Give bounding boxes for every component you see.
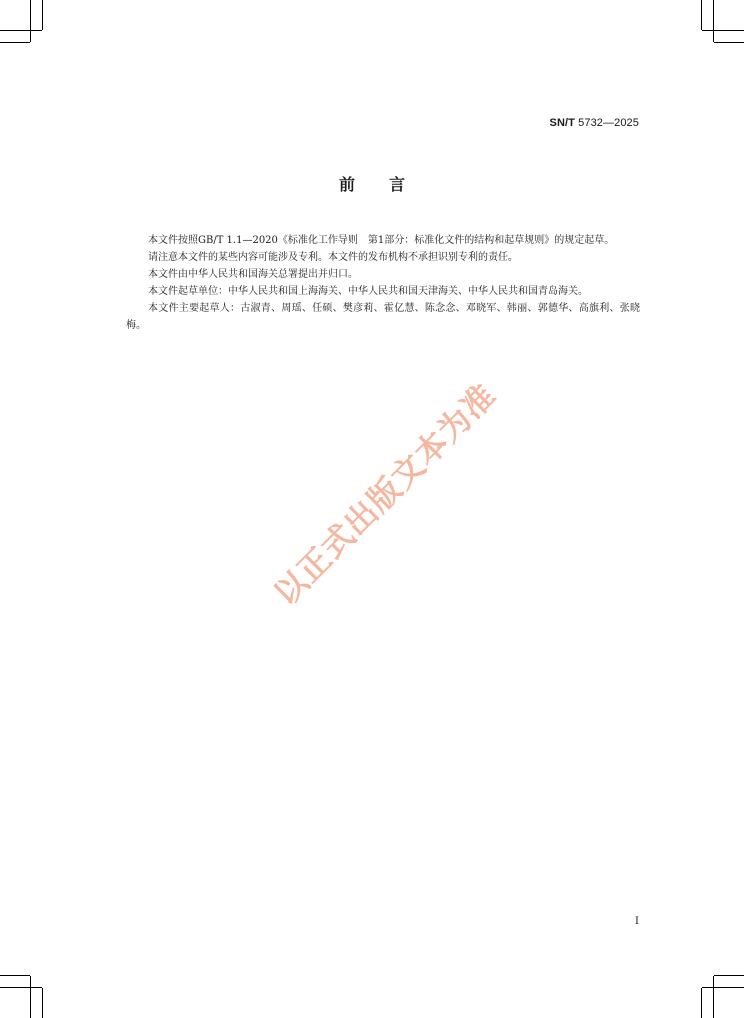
paragraph-patent-notice: 请注意本文件的某些内容可能涉及专利。本文件的发布机构不承担识别专利的责任。	[148, 252, 518, 263]
crop-mark-bottom-left-vertical	[30, 976, 31, 1018]
foreword-body	[126, 232, 640, 334]
page-number: I	[635, 916, 639, 927]
page-title	[0, 172, 744, 195]
crop-mark-bottom-left-horizontal-inner	[0, 975, 30, 976]
page-title-char-1: 前	[338, 175, 355, 194]
paragraph-proposer: 本文件由中华人民共和国海关总署提出并归口。	[148, 269, 358, 280]
crop-mark-bottom-right-vertical-inner	[701, 988, 702, 1018]
standard-code-number: 5732—2025	[578, 117, 639, 129]
crop-mark-bottom-right-horizontal-inner	[714, 975, 744, 976]
crop-mark-top-left-horizontal-inner	[0, 42, 30, 43]
crop-mark-top-left-horizontal	[0, 30, 42, 31]
crop-mark-bottom-right-horizontal	[702, 987, 744, 988]
crop-mark-top-right-vertical	[713, 0, 714, 42]
crop-mark-top-right-horizontal-inner	[714, 42, 744, 43]
standard-code	[550, 117, 639, 129]
crop-mark-top-left-vertical-inner	[42, 0, 43, 30]
watermark: 以正式出版文本为准	[266, 375, 504, 613]
crop-mark-top-right-vertical-inner	[701, 0, 702, 30]
crop-mark-top-right-horizontal	[702, 30, 744, 31]
paragraph-drafting-rules: 本文件按照GB/T 1.1—2020《标准化工作导则 第1部分：标准化文件的结构和起草规则》的规定起草。	[148, 235, 615, 246]
crop-mark-bottom-right-vertical	[713, 976, 714, 1018]
crop-mark-bottom-left-vertical-inner	[42, 988, 43, 1018]
paragraph-drafters: 本文件主要起草人：古淑青、周瑶、任硕、樊彦莉、霍亿慧、陈念念、邓晓军、韩丽、郭德华、高旗利、张晓梅。	[126, 303, 640, 331]
crop-mark-bottom-left-horizontal	[0, 987, 42, 988]
page-title-char-2: 言	[389, 175, 406, 194]
paragraph-drafting-units: 本文件起草单位：中华人民共和国上海海关、中华人民共和国天津海关、中华人民共和国青岛海关。	[148, 286, 588, 297]
standard-code-prefix: SN/T	[549, 117, 575, 129]
crop-mark-top-left-vertical	[30, 0, 31, 42]
